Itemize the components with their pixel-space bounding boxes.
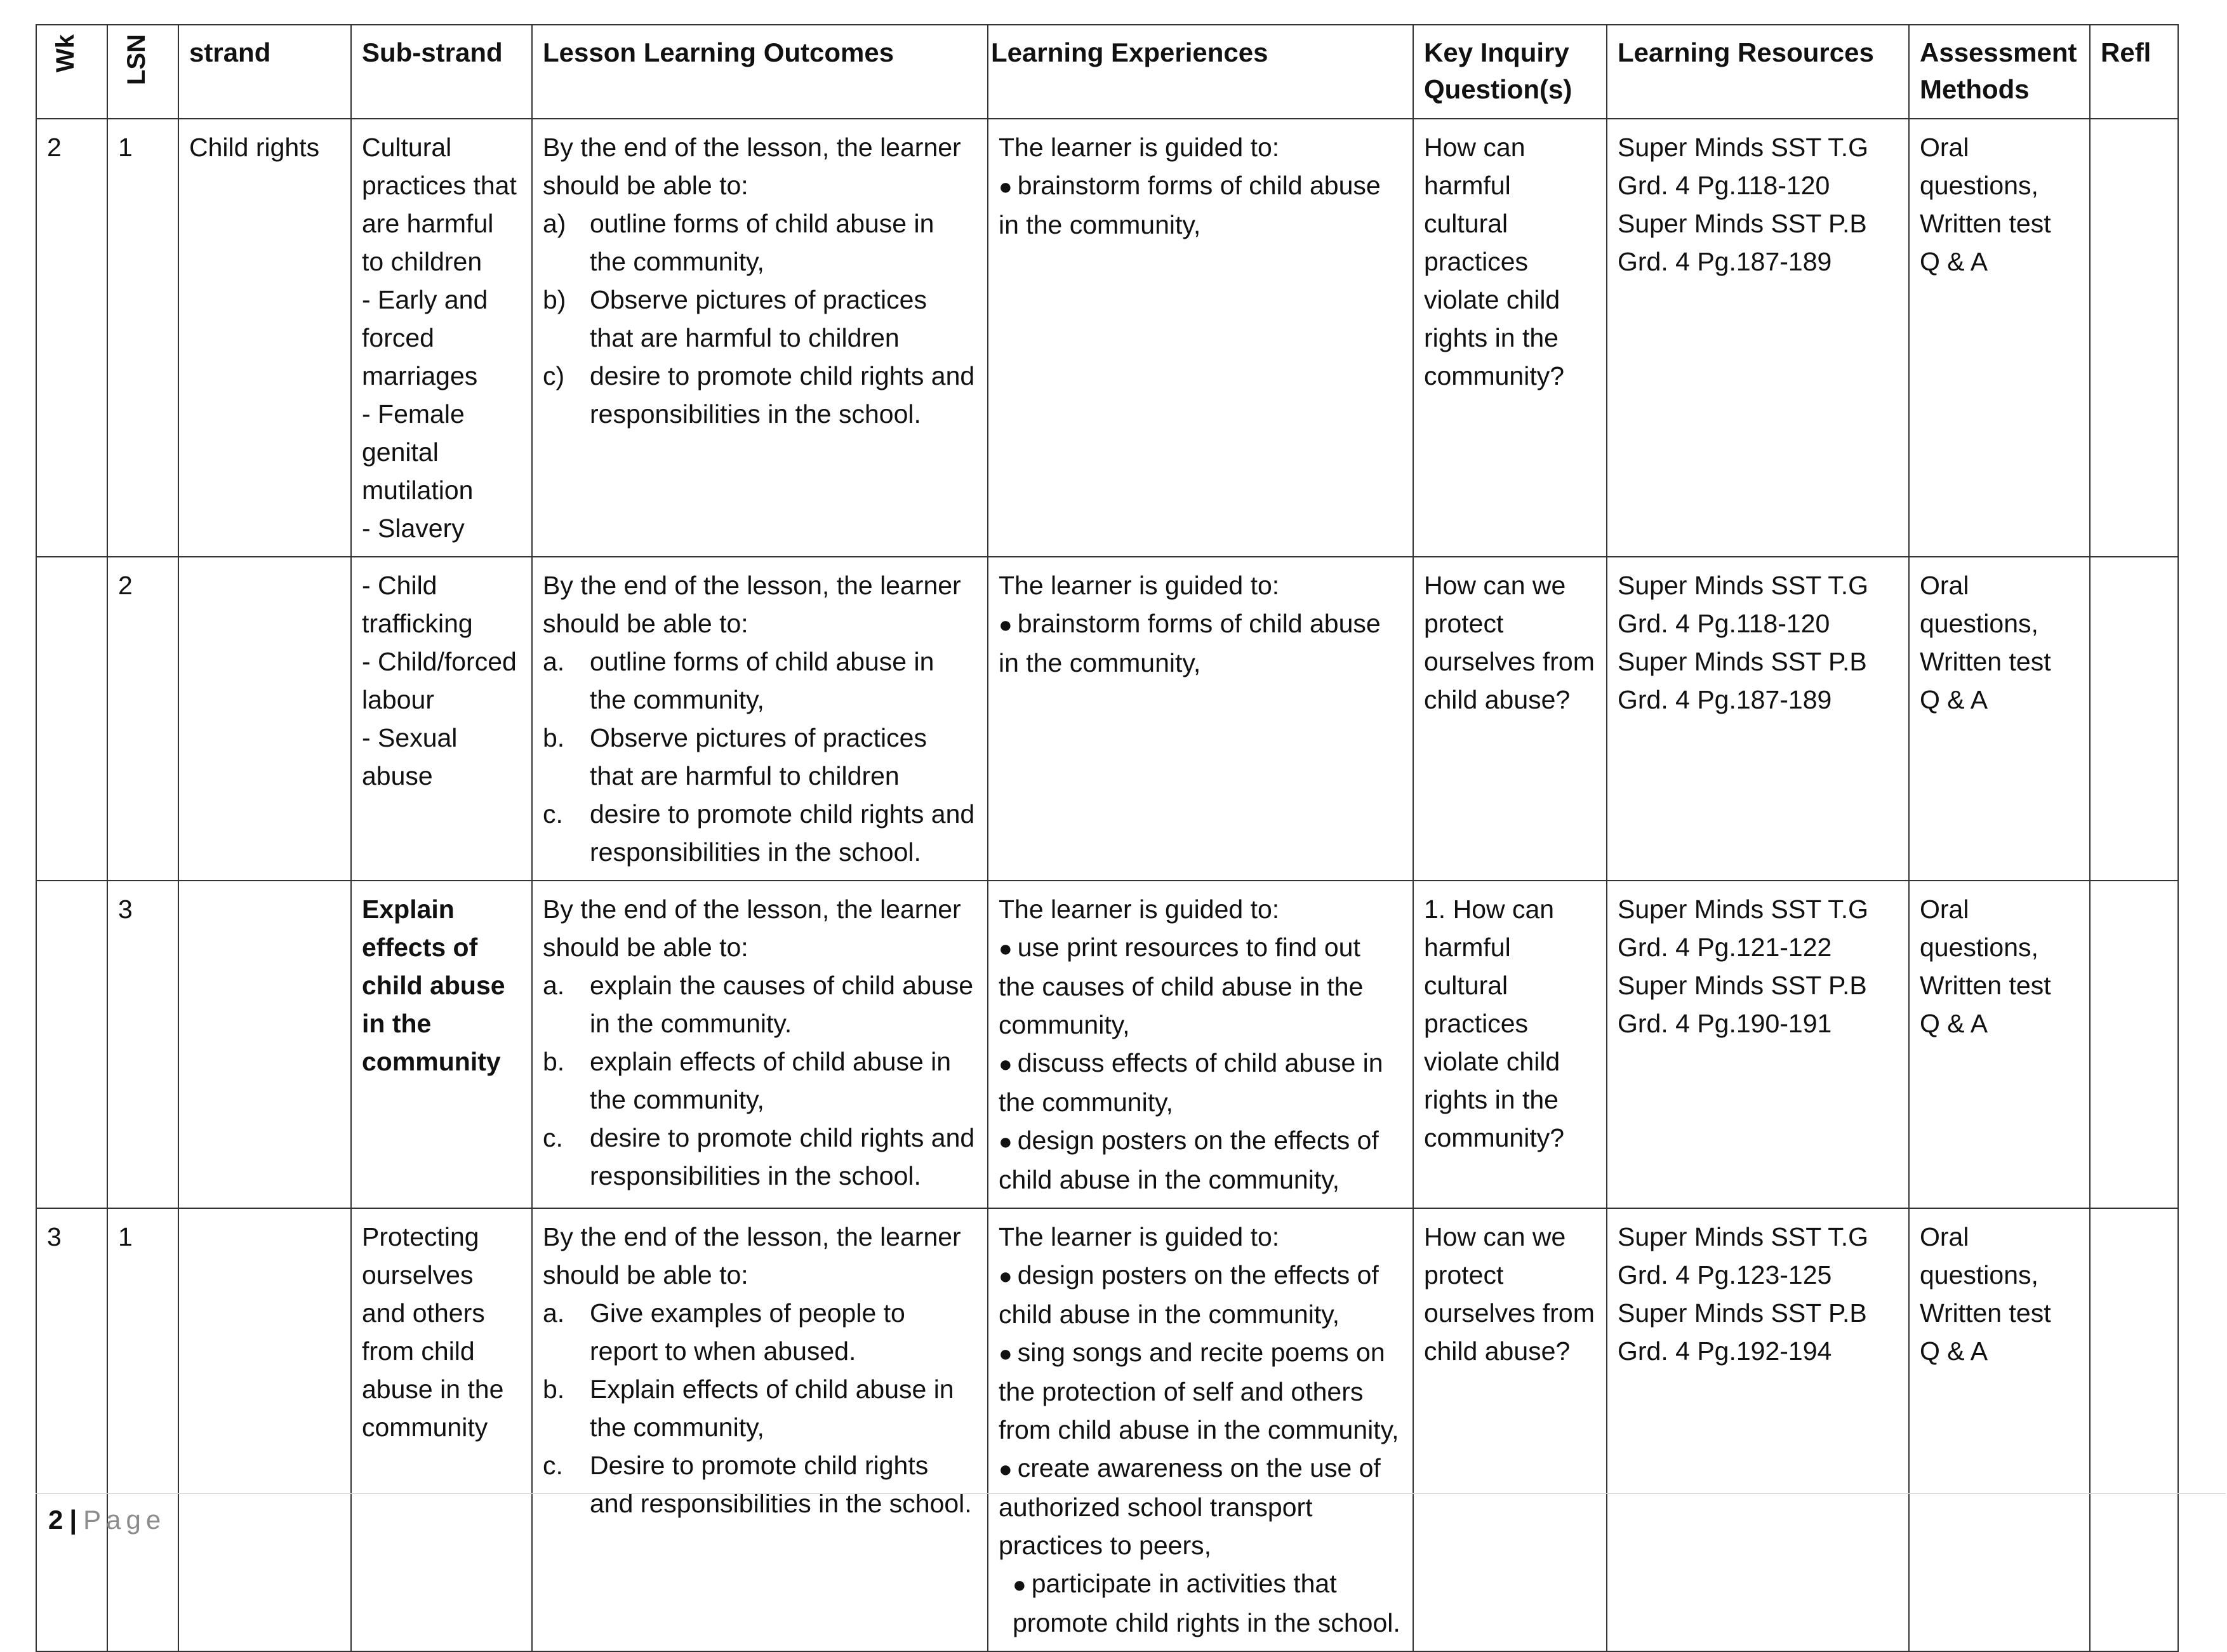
week-cell: 2 bbox=[36, 119, 107, 557]
assessment-line: Q & A bbox=[1920, 685, 1988, 714]
bullet-icon: ● bbox=[999, 1456, 1013, 1482]
outcome-marker: b. bbox=[543, 1047, 565, 1076]
resource-line: Super Minds SST P.B Grd. 4 Pg.187-189 bbox=[1618, 647, 1867, 714]
experience-text: design posters on the effects of child abuse in the community, bbox=[999, 1126, 1379, 1194]
experiences-intro: The learner is guided to: bbox=[999, 895, 1280, 924]
sub-strand-cell bbox=[351, 1208, 532, 1651]
outcome-text: desire to promote child rights and responsibilities in the school. bbox=[590, 361, 975, 429]
experiences-list bbox=[999, 604, 1402, 682]
week-cell bbox=[36, 557, 107, 881]
header-row bbox=[36, 25, 2178, 119]
outcomes-cell bbox=[532, 881, 988, 1208]
outcome-text: desire to promote child rights and responsibilities in the school. bbox=[590, 1123, 975, 1190]
bullet-icon: ● bbox=[999, 1263, 1013, 1289]
assessment-cell bbox=[1909, 557, 2090, 881]
lesson-cell: 2 bbox=[107, 557, 178, 881]
outcome-marker: c. bbox=[543, 1451, 563, 1480]
strand-cell bbox=[178, 1208, 351, 1651]
experience-text: brainstorm forms of child abuse in the community, bbox=[999, 609, 1381, 677]
lesson-cell: 1 bbox=[107, 1208, 178, 1651]
experiences-cell bbox=[988, 881, 1413, 1208]
resources-cell bbox=[1607, 119, 1909, 557]
experiences-list bbox=[999, 1256, 1402, 1642]
sub-strand-line: Explain effects of child abuse in the community bbox=[362, 895, 505, 1076]
outcome-item bbox=[543, 719, 977, 795]
outcome-item bbox=[543, 281, 977, 357]
experience-item bbox=[999, 1256, 1402, 1333]
experiences-cell bbox=[988, 1208, 1413, 1651]
outcome-item bbox=[543, 204, 977, 281]
outcome-item bbox=[543, 1119, 977, 1195]
scheme-of-work-table bbox=[36, 24, 2179, 1652]
resource-line: Super Minds SST T.G Grd. 4 Pg.118-120 bbox=[1618, 571, 1868, 638]
experiences-list bbox=[999, 166, 1402, 244]
header-experiences: Learning Experiences bbox=[988, 25, 1413, 119]
outcome-marker: b. bbox=[543, 723, 565, 752]
outcomes-intro: By the end of the lesson, the learner should be able to: bbox=[543, 571, 961, 638]
experience-item bbox=[999, 1121, 1402, 1199]
header-assessment: Assessment Methods bbox=[1909, 25, 2090, 119]
outcome-text: explain the causes of child abuse in the community. bbox=[590, 971, 974, 1038]
resource-line: Super Minds SST T.G Grd. 4 Pg.121-122 bbox=[1618, 895, 1868, 962]
header-key-inquiry: Key Inquiry Question(s) bbox=[1413, 25, 1607, 119]
experience-item bbox=[999, 928, 1402, 1044]
outcome-text: Observe pictures of practices that are harmful to children bbox=[590, 723, 927, 790]
outcome-marker: b) bbox=[543, 285, 566, 314]
sub-strand-line: - Slavery bbox=[362, 514, 465, 543]
outcomes-cell bbox=[532, 557, 988, 881]
experience-text: sing songs and recite poems on the protection of self and others from child abuse in the community, bbox=[999, 1338, 1399, 1444]
resource-line: Super Minds SST P.B Grd. 4 Pg.187-189 bbox=[1618, 209, 1867, 276]
assessment-line: Oral questions, bbox=[1920, 895, 2038, 962]
week-cell: 3 bbox=[36, 1208, 107, 1651]
outcome-item bbox=[543, 1042, 977, 1119]
key-inquiry-cell: How can we protect ourselves from child abuse? bbox=[1413, 557, 1607, 881]
reflection-cell bbox=[2090, 119, 2178, 557]
outcome-item bbox=[543, 1294, 977, 1370]
sub-strand-line: - Early and forced marriages bbox=[362, 285, 488, 390]
outcome-marker: c. bbox=[543, 799, 563, 829]
header-resources: Learning Resources bbox=[1607, 25, 1909, 119]
resources-cell bbox=[1607, 1208, 1909, 1651]
assessment-cell bbox=[1909, 881, 2090, 1208]
resource-line: Super Minds SST P.B Grd. 4 Pg.190-191 bbox=[1618, 971, 1867, 1038]
outcome-marker: a) bbox=[543, 209, 566, 238]
footer-rule bbox=[36, 1493, 2226, 1494]
outcome-marker: a. bbox=[543, 971, 565, 1000]
assessment-line: Q & A bbox=[1920, 1336, 1988, 1366]
assessment-line: Q & A bbox=[1920, 247, 1988, 276]
sub-strand-cell bbox=[351, 881, 532, 1208]
outcome-item bbox=[543, 966, 977, 1042]
strand-cell bbox=[178, 881, 351, 1208]
page-number: 2 bbox=[48, 1505, 63, 1535]
assessment-cell bbox=[1909, 1208, 2090, 1651]
outcome-item bbox=[543, 795, 977, 871]
sub-strand-cell bbox=[351, 119, 532, 557]
assessment-line: Oral questions, bbox=[1920, 133, 2038, 200]
lesson-cell: 1 bbox=[107, 119, 178, 557]
assessment-line: Written test bbox=[1920, 647, 2051, 676]
outcomes-list bbox=[543, 204, 977, 433]
table-row bbox=[36, 557, 2178, 881]
key-inquiry-cell: How can we protect ourselves from child abuse? bbox=[1413, 1208, 1607, 1651]
experiences-list bbox=[999, 928, 1402, 1199]
outcome-marker: a. bbox=[543, 1298, 565, 1328]
key-inquiry-cell: 1. How can harmful cultural practices violate child rights in the community? bbox=[1413, 881, 1607, 1208]
experience-item bbox=[999, 1564, 1402, 1642]
header-lsn: LSN bbox=[107, 25, 178, 119]
experience-item bbox=[999, 166, 1402, 244]
experiences-cell bbox=[988, 119, 1413, 557]
experience-item bbox=[999, 1449, 1402, 1564]
header-reflection: Refl bbox=[2090, 25, 2178, 119]
sub-strand-cell bbox=[351, 557, 532, 881]
bullet-icon: ● bbox=[999, 1051, 1013, 1077]
week-cell bbox=[36, 881, 107, 1208]
outcomes-intro: By the end of the lesson, the learner should be able to: bbox=[543, 895, 961, 962]
assessment-line: Q & A bbox=[1920, 1009, 1988, 1038]
assessment-line: Written test bbox=[1920, 209, 2051, 238]
experience-text: use print resources to find out the causes of child abuse in the community, bbox=[999, 933, 1364, 1039]
outcomes-intro: By the end of the lesson, the learner should be able to: bbox=[543, 1222, 961, 1289]
outcome-text: desire to promote child rights and responsibilities in the school. bbox=[590, 799, 975, 867]
outcomes-list bbox=[543, 1294, 977, 1522]
reflection-cell bbox=[2090, 557, 2178, 881]
bullet-icon: ● bbox=[999, 173, 1013, 199]
experiences-intro: The learner is guided to: bbox=[999, 133, 1280, 162]
outcome-item bbox=[543, 1370, 977, 1446]
assessment-cell bbox=[1909, 119, 2090, 557]
experiences-intro: The learner is guided to: bbox=[999, 1222, 1280, 1251]
bullet-icon: ● bbox=[1013, 1571, 1027, 1597]
bullet-icon: ● bbox=[999, 935, 1013, 961]
sub-strand-line: - Female genital mutilation bbox=[362, 399, 474, 505]
experiences-cell bbox=[988, 557, 1413, 881]
outcomes-intro: By the end of the lesson, the learner should be able to: bbox=[543, 133, 961, 200]
reflection-cell bbox=[2090, 881, 2178, 1208]
outcomes-list bbox=[543, 966, 977, 1195]
assessment-line: Oral questions, bbox=[1920, 571, 2038, 638]
assessment-line: Oral questions, bbox=[1920, 1222, 2038, 1289]
sub-strand-line: - Child/forced labour bbox=[362, 647, 517, 714]
experience-text: design posters on the effects of child abuse in the community, bbox=[999, 1260, 1379, 1329]
outcome-marker: c) bbox=[543, 361, 565, 390]
outcome-item bbox=[543, 1446, 977, 1522]
lesson-cell: 3 bbox=[107, 881, 178, 1208]
experience-text: create awareness on the use of authorized school transport practices to peers, bbox=[999, 1453, 1381, 1560]
resources-cell bbox=[1607, 557, 1909, 881]
header-sub-strand: Sub-strand bbox=[351, 25, 532, 119]
resource-line: Super Minds SST P.B Grd. 4 Pg.192-194 bbox=[1618, 1298, 1867, 1366]
outcome-marker: b. bbox=[543, 1375, 565, 1404]
header-outcomes: Lesson Learning Outcomes bbox=[532, 25, 988, 119]
outcome-text: Observe pictures of practices that are harmful to children bbox=[590, 285, 927, 352]
experience-text: discuss effects of child abuse in the community, bbox=[999, 1048, 1383, 1117]
assessment-line: Written test bbox=[1920, 971, 2051, 1000]
outcome-marker: c. bbox=[543, 1123, 563, 1152]
outcome-text: Desire to promote child rights and responsibilities in the school. bbox=[590, 1451, 972, 1518]
outcome-item bbox=[543, 357, 977, 433]
sub-strand-line: - Sexual abuse bbox=[362, 723, 458, 790]
experience-text: participate in activities that promote child rights in the school. bbox=[1013, 1569, 1400, 1637]
header-strand: strand bbox=[178, 25, 351, 119]
strand-cell: Child rights bbox=[178, 119, 351, 557]
outcomes-cell bbox=[532, 119, 988, 557]
strand-cell bbox=[178, 557, 351, 881]
experience-item bbox=[999, 1333, 1402, 1449]
bullet-icon: ● bbox=[999, 1128, 1013, 1154]
key-inquiry-cell: How can harmful cultural practices violate child rights in the community? bbox=[1413, 119, 1607, 557]
assessment-line: Written test bbox=[1920, 1298, 2051, 1328]
table-row bbox=[36, 881, 2178, 1208]
resource-line: Super Minds SST T.G Grd. 4 Pg.123-125 bbox=[1618, 1222, 1868, 1289]
page-word: Page bbox=[83, 1505, 166, 1535]
resource-line: Super Minds SST T.G Grd. 4 Pg.118-120 bbox=[1618, 133, 1868, 200]
outcome-marker: a. bbox=[543, 647, 565, 676]
bullet-icon: ● bbox=[999, 611, 1013, 637]
outcome-text: outline forms of child abuse in the community, bbox=[590, 209, 934, 276]
experience-text: brainstorm forms of child abuse in the community, bbox=[999, 171, 1381, 239]
header-wk: Wk bbox=[36, 25, 107, 119]
outcome-text: outline forms of child abuse in the community, bbox=[590, 647, 934, 714]
page-footer bbox=[48, 1505, 166, 1535]
sub-strand-line: Protecting ourselves and others from child abuse in the community bbox=[362, 1222, 504, 1442]
bullet-icon: ● bbox=[999, 1340, 1013, 1366]
table-row bbox=[36, 119, 2178, 557]
outcome-text: Give examples of people to report to when abused. bbox=[590, 1298, 905, 1366]
resources-cell bbox=[1607, 881, 1909, 1208]
outcomes-cell bbox=[532, 1208, 988, 1651]
reflection-cell bbox=[2090, 1208, 2178, 1651]
footer-separator: | bbox=[69, 1505, 77, 1535]
experience-item bbox=[999, 604, 1402, 682]
outcome-item bbox=[543, 643, 977, 719]
experience-item bbox=[999, 1044, 1402, 1121]
outcomes-list bbox=[543, 643, 977, 871]
outcome-text: explain effects of child abuse in the community, bbox=[590, 1047, 952, 1114]
sub-strand-line: - Child trafficking bbox=[362, 571, 473, 638]
outcome-text: Explain effects of child abuse in the community, bbox=[590, 1375, 954, 1442]
table-row bbox=[36, 1208, 2178, 1651]
sub-strand-line: Cultural practices that are harmful to children bbox=[362, 133, 517, 276]
experiences-intro: The learner is guided to: bbox=[999, 571, 1280, 600]
